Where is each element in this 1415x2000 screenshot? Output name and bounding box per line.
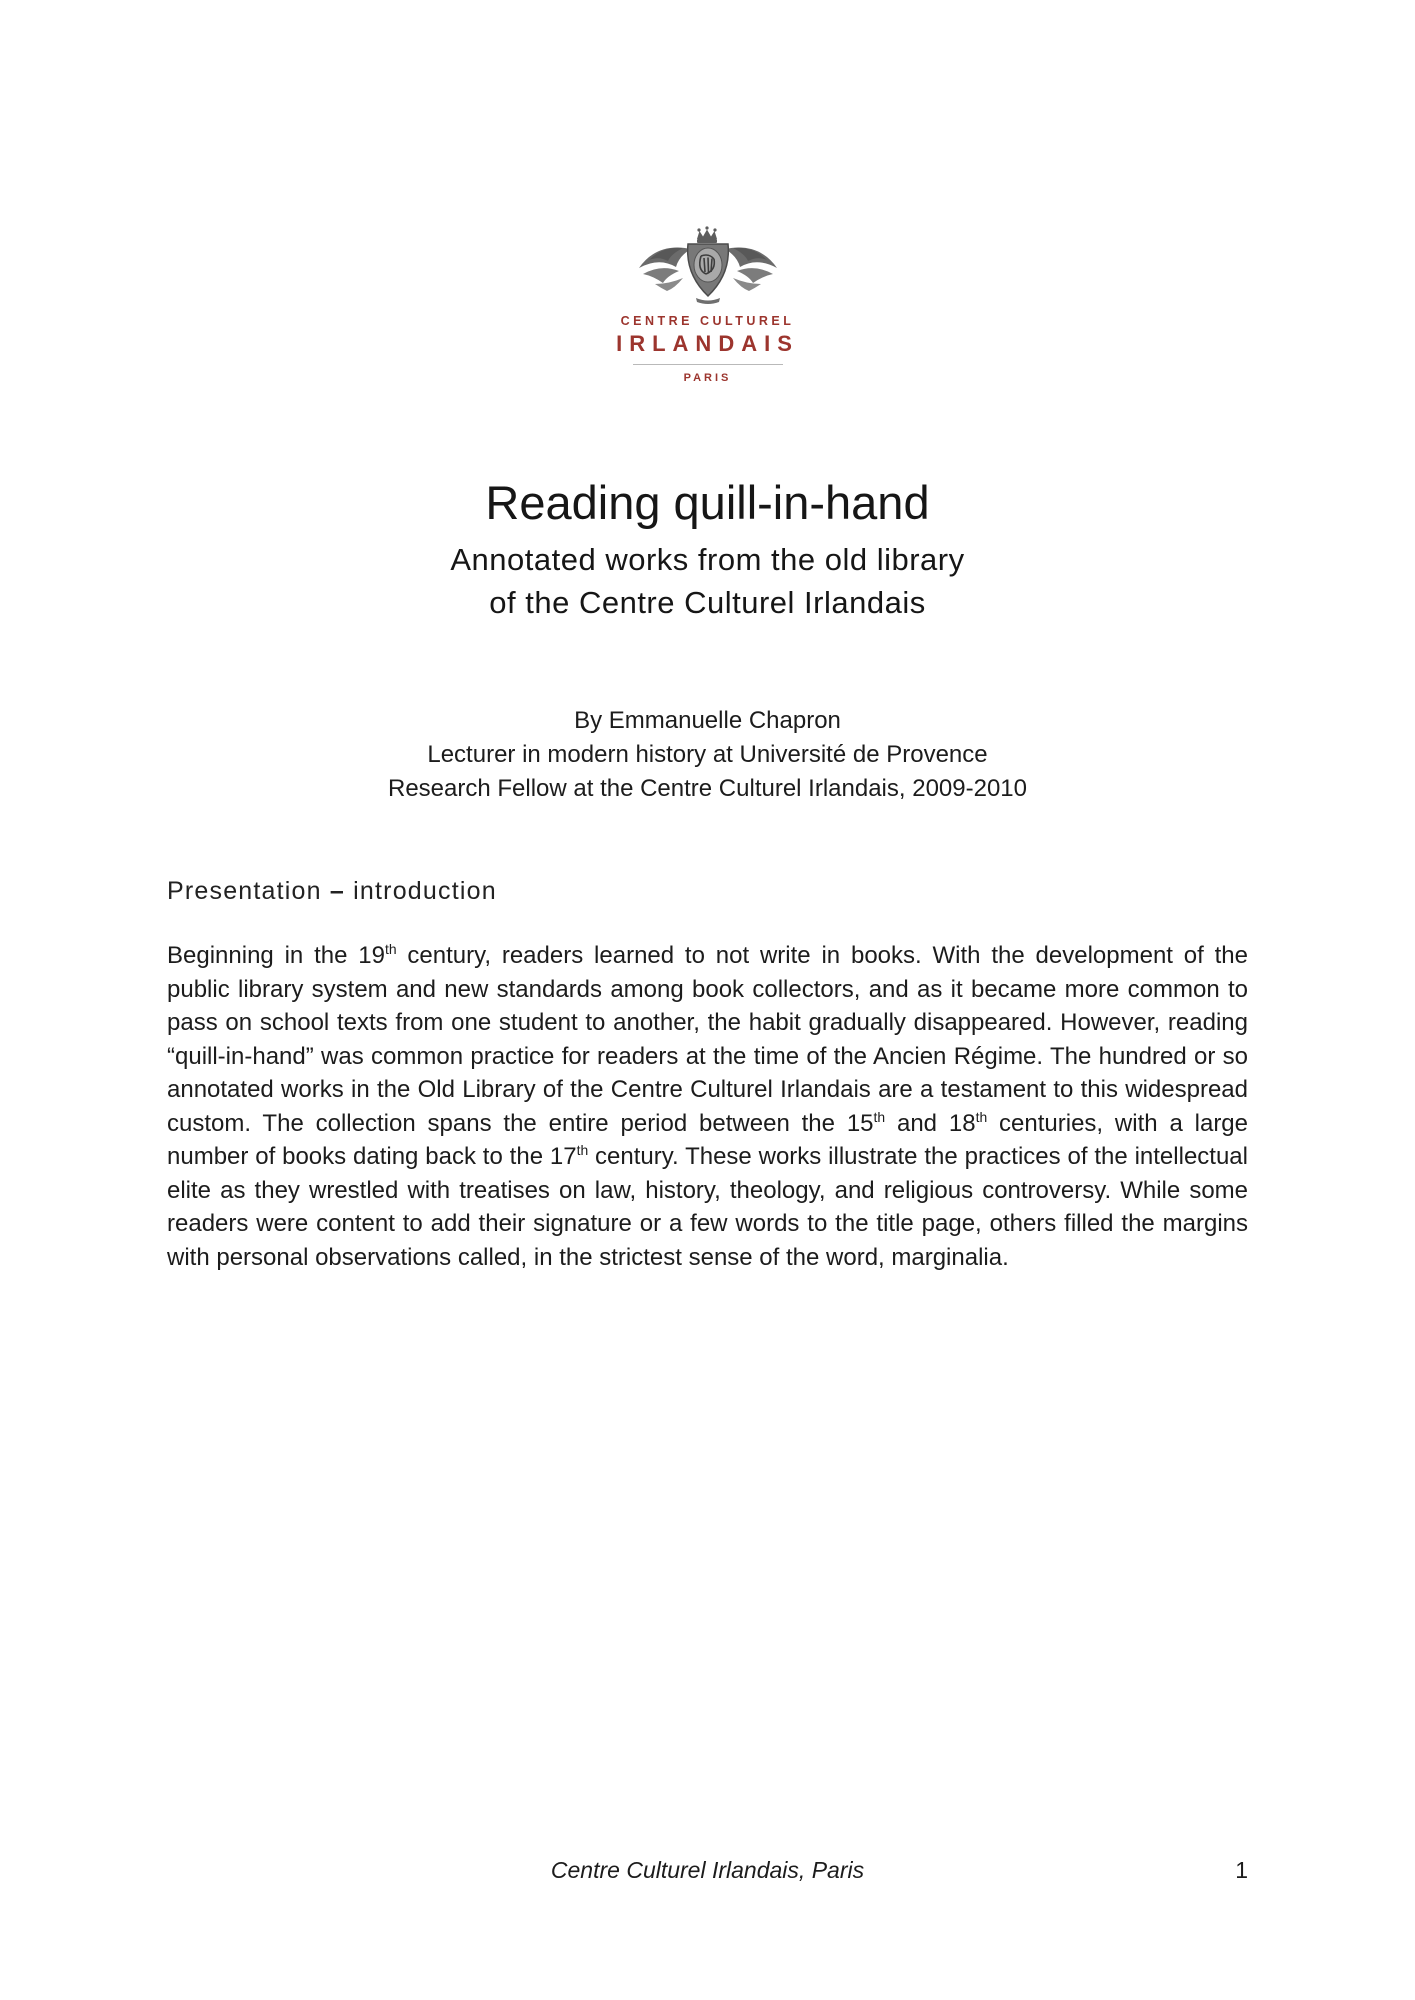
ordinal-superscript: th: [873, 1108, 886, 1125]
logo: [167, 226, 1248, 384]
subtitle-line-2: of the Centre Culturel Irlandais: [489, 585, 926, 620]
author-block: [167, 704, 1248, 806]
paragraph-segment: centuries, with a large number of books dating back to the 17: [167, 1109, 1249, 1170]
section-heading: [167, 876, 1248, 906]
intro-paragraph: [167, 939, 1248, 1274]
section-heading-pre: Presentation: [167, 877, 330, 905]
logo-divider: [633, 364, 783, 365]
paragraph-segment: century. These works illustrate the practices of the intellectual elite as they wrestled with treatises on law, history, theology, and religious controversy. While some readers were content to add their signature or a few words to the title page, others filled the margins with personal observations called, in the strictest sense of the word, marginalia.: [167, 1143, 1248, 1271]
page-title: Reading quill-in-hand: [485, 476, 930, 529]
author-role-2: Research Fellow at the Centre Culturel Irlandais, 2009-2010: [387, 775, 1027, 802]
ordinal-superscript: th: [576, 1142, 589, 1158]
ordinal-superscript: th: [384, 941, 397, 957]
section-heading-post: introduction: [345, 877, 497, 905]
paragraph-segment: Beginning in the 19: [167, 942, 385, 969]
logo-text-paris: PARIS: [683, 372, 732, 384]
page-content: [0, 226, 1415, 1274]
author-role-1: Lecturer in modern history at Université de Provence: [427, 741, 988, 768]
section-heading-dash: –: [329, 877, 346, 905]
paragraph-segment: century, readers learned to not write in books. With the development of the public library system and new standards among book collectors, and as it became more common to pass on school texts from one student to another, the habit gradually disappeared. However, reading “quill-in-hand” was common practice for readers at the time of the Ancien Régime. The hundred or so annotated works in the Old Library of the Centre Culturel Irlandais are a testament to this widespread custom. The collection spans the entire period between the 15: [167, 942, 1248, 1137]
logo-text-irlandais: IRLANDAIS: [616, 331, 799, 356]
paragraph-segment: and 18: [885, 1109, 976, 1137]
footer-title: Centre Culturel Irlandais, Paris: [550, 1857, 865, 1883]
page-number: 1: [1235, 1857, 1248, 1883]
page-subtitle: [167, 538, 1248, 624]
ordinal-superscript: th: [975, 1108, 988, 1125]
crest-icon: [633, 226, 783, 306]
logo-text-centre-culturel: CENTRE CULTUREL: [620, 314, 795, 328]
author-byline: By Emmanuelle Chapron: [574, 707, 841, 734]
page-footer: [167, 1856, 1248, 1886]
subtitle-line-1: Annotated works from the old library: [450, 542, 965, 577]
